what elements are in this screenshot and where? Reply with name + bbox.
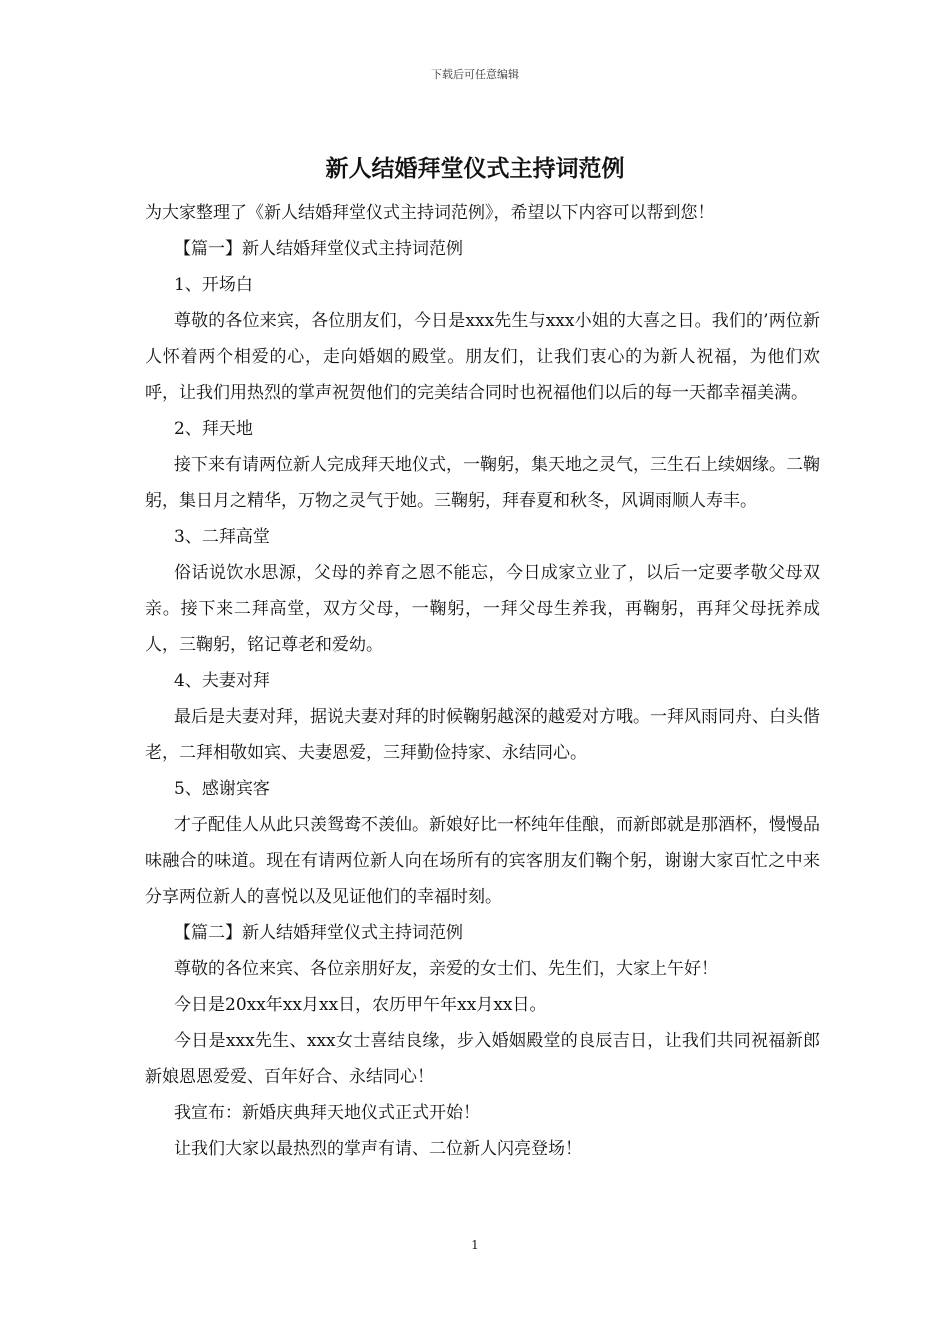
paragraph-thank-guests: 才子配佳人从此只羡鸳鸯不羡仙。新娘好比一杯纯年佳酿，而新郎就是那酒杯，慢慢品味融合的味道。现在有请两位新人向在场所有的宾客朋友们鞠个躬，谢谢大家百忙之中来分享两位新人的喜悦以及见证他们的幸福时刻。 <box>145 815 820 907</box>
subheading-bow-parents: 3、二拜高堂 <box>174 527 270 547</box>
paragraph-greeting: 尊敬的各位来宾、各位亲朋好友，亲爱的女士们、先生们，大家上午好！ <box>174 959 718 979</box>
subheading-opening: 1、开场白 <box>174 275 253 295</box>
subheading-bow-each-other: 4、夫妻对拜 <box>174 671 270 691</box>
header-note: 下载后可任意编辑 <box>431 68 519 81</box>
paragraph-opening: 尊敬的各位来宾，各位朋友们，今日是xxx先生与xxx小姐的大喜之日。我们的’两位新人怀着两个相爱的心，走向婚姻的殿堂。朋友们，让我们衷心的为新人祝福，为他们欢呼，让我们用热烈的掌声祝贺他们的完美结合同时也祝福他们以后的每一天都幸福美满。 <box>145 311 820 403</box>
document-title: 新人结婚拜堂仪式主持词范例 <box>325 155 625 182</box>
paragraph-intro: 为大家整理了《新人结婚拜堂仪式主持词范例》，希望以下内容可以帮到您！ <box>145 203 715 223</box>
paragraph-bow-parents: 俗话说饮水思源，父母的养育之恩不能忘，今日成家立业了，以后一定要孝敬父母双亲。接下来二拜高堂，双方父母，一鞠躬，一拜父母生养我，再鞠躬，再拜父母抚养成人，三鞠躬，铭记尊老和爱幼。 <box>145 563 820 655</box>
paragraph-welcome-couple: 让我们大家以最热烈的掌声有请、二位新人闪亮登场！ <box>174 1139 582 1159</box>
subheading-thank-guests: 5、感谢宾客 <box>174 779 270 799</box>
document-body <box>145 195 820 1167</box>
paragraph-date: 今日是20xx年xx月xx日，农历甲午年xx月xx日。 <box>174 995 547 1015</box>
paragraph-bow-each-other: 最后是夫妻对拜，据说夫妻对拜的时候鞠躬越深的越爱对方哦。一拜风雨同舟、白头偕老，二拜相敬如宾、夫妻恩爱，三拜勤俭持家、永结同心。 <box>145 707 820 763</box>
section-heading-part-one: 【篇一】新人结婚拜堂仪式主持词范例 <box>174 239 463 259</box>
paragraph-announcement: 我宣布：新婚庆典拜天地仪式正式开始！ <box>174 1103 480 1123</box>
paragraph-bow-heaven-earth: 接下来有请两位新人完成拜天地仪式，一鞠躬，集天地之灵气，三生石上续姻缘。二鞠躬，集日月之精华，万物之灵气于她。三鞠躬，拜春夏和秋冬，风调雨顺人寿丰。 <box>145 455 820 511</box>
subheading-bow-heaven-earth: 2、拜天地 <box>174 419 253 439</box>
paragraph-blessing: 今日是xxx先生、xxx女士喜结良缘，步入婚姻殿堂的良辰吉日，让我们共同祝福新郎新娘恩恩爱爱、百年好合、永结同心！ <box>145 1031 820 1087</box>
page-number: 1 <box>471 1238 479 1252</box>
section-heading-part-two: 【篇二】新人结婚拜堂仪式主持词范例 <box>174 923 463 943</box>
